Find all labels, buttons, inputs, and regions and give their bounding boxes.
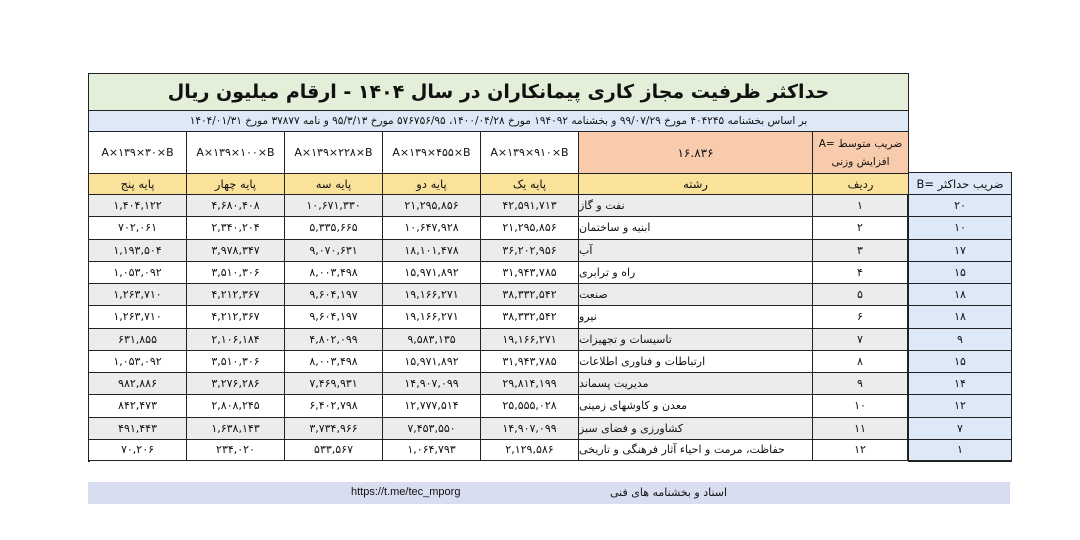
cell-text: ۷۰,۲۰۶ <box>120 443 155 457</box>
cell-text: ۹,۶۰۴,۱۹۷ <box>309 288 358 302</box>
cell-text: ۸,۰۰۳,۴۹۸ <box>309 265 358 279</box>
cell-text: ۹ <box>957 332 963 346</box>
cell-grade-1 <box>481 418 579 440</box>
header-grade-4 <box>187 174 285 195</box>
cell-text: ۱,۴۰۴,۱۲۲ <box>113 199 162 213</box>
cell-grade-1 <box>481 195 579 217</box>
cell-b-coef <box>909 418 1011 440</box>
cell-text: ۸۴۲,۴۷۳ <box>118 399 157 413</box>
cell-text: ۹,۵۸۳,۱۳۵ <box>407 332 456 346</box>
cell-text: ۱۴ <box>954 377 966 391</box>
cell-grade-2 <box>383 418 481 440</box>
header-text: پایه سه <box>315 177 352 191</box>
cell-grade-4 <box>187 240 285 262</box>
cell-grade-1 <box>481 440 579 461</box>
cell-text: ۳,۹۷۸,۳۴۷ <box>211 243 260 257</box>
cell-text: ابنیه و ساختمان <box>579 221 651 235</box>
cell-text: ۱۵,۹۷۱,۸۹۲ <box>404 265 459 279</box>
cell-grade-3 <box>285 395 383 417</box>
footer-caption: اسناد و بخشنامه های فنی <box>610 486 728 499</box>
cell-field <box>579 306 813 328</box>
cell-text: ۲۳۴,۰۲۰ <box>216 443 255 457</box>
cell-grade-2 <box>383 306 481 328</box>
table-title <box>89 74 909 111</box>
cell-field <box>579 195 813 217</box>
cell-text: ۲۱,۲۹۵,۸۵۶ <box>502 221 557 235</box>
cell-grade-5 <box>89 262 187 284</box>
cell-grade-5 <box>89 240 187 262</box>
cell-text: ۲۵,۵۵۵,۰۲۸ <box>502 399 557 413</box>
cell-grade-3 <box>285 329 383 351</box>
cell-text: ۱,۲۶۳,۷۱۰ <box>113 288 162 302</box>
cell-grade-2 <box>383 351 481 373</box>
cell-grade-5 <box>89 440 187 461</box>
cell-text: ۱۵ <box>954 265 966 279</box>
header-text: ضریب حداکثر =B <box>916 176 1004 191</box>
cell-grade-2 <box>383 440 481 461</box>
header-grade-2 <box>383 174 481 195</box>
footer-link[interactable]: https://t.me/tec_mporg <box>351 486 461 498</box>
header-text: پایه یک <box>512 177 547 191</box>
cell-text: ۱۵,۹۷۱,۸۹۲ <box>404 354 459 368</box>
cell-grade-4 <box>187 351 285 373</box>
formula-grade-2 <box>383 132 481 174</box>
table-subtitle <box>89 111 909 132</box>
cell-text: ۳۱,۹۴۳,۷۸۵ <box>502 265 557 279</box>
cell-text: ۶ <box>857 310 863 324</box>
cell-field <box>579 262 813 284</box>
cell-grade-1 <box>481 306 579 328</box>
formula-grade-5 <box>89 132 187 174</box>
formula-text: A×۱۳۹×۲۲۸×B <box>294 146 373 159</box>
cell-text: ۸,۰۰۳,۴۹۸ <box>309 354 358 368</box>
coef-a-label <box>813 132 909 174</box>
cell-grade-2 <box>383 373 481 395</box>
header-grade-1 <box>481 174 579 195</box>
cell-text: ۱۲,۷۷۷,۵۱۴ <box>404 399 459 413</box>
cell-row-index <box>813 240 909 262</box>
cell-grade-2 <box>383 195 481 217</box>
cell-text: ۵,۳۳۵,۶۶۵ <box>309 221 358 235</box>
cell-text: ۴,۶۸۰,۴۰۸ <box>211 199 260 213</box>
cell-text: تاسیسات و تجهیزات <box>579 332 672 346</box>
cell-text: ۱,۰۵۳,۰۹۲ <box>113 354 162 368</box>
cell-text: ۱۸ <box>954 288 966 302</box>
cell-row-index <box>813 440 909 461</box>
cell-text: ۱ <box>957 443 963 457</box>
formula-text: A×۱۳۹×۳۰×B <box>101 146 174 159</box>
cell-text: ۶,۴۰۲,۷۹۸ <box>309 399 358 413</box>
cell-text: ۷,۴۶۹,۹۳۱ <box>309 377 358 391</box>
cell-text: ۷ <box>857 332 863 346</box>
cell-grade-4 <box>187 217 285 239</box>
cell-grade-4 <box>187 440 285 461</box>
cell-field <box>579 373 813 395</box>
cell-text: ۴ <box>857 265 863 279</box>
cell-text: ۹,۰۷۰,۶۳۱ <box>309 243 358 257</box>
cell-b-coef <box>909 440 1011 461</box>
cell-text: ۲ <box>857 221 863 235</box>
cell-text: ۱,۶۳۸,۱۴۳ <box>211 421 260 435</box>
cell-grade-5 <box>89 395 187 417</box>
cell-text: ۱۴,۹۰۷,۰۹۹ <box>404 377 459 391</box>
cell-grade-1 <box>481 240 579 262</box>
cell-grade-3 <box>285 306 383 328</box>
header-text: رشته <box>683 177 708 191</box>
header-text: پایه پنج <box>120 177 155 191</box>
cell-text: ۳۸,۳۳۲,۵۴۲ <box>502 310 557 324</box>
cell-text: ارتباطات و فناوری اطلاعات <box>579 354 706 368</box>
header-b-coef <box>909 173 1011 195</box>
cell-text: ۲۱,۲۹۵,۸۵۶ <box>404 199 459 213</box>
cell-grade-4 <box>187 284 285 306</box>
cell-text: ۱ <box>857 199 863 213</box>
cell-text: راه و ترابری <box>579 265 636 279</box>
cell-grade-4 <box>187 418 285 440</box>
cell-grade-5 <box>89 351 187 373</box>
cell-grade-2 <box>383 217 481 239</box>
cell-grade-3 <box>285 284 383 306</box>
cell-text: معدن و کاوشهای زمینی <box>579 399 688 413</box>
cell-grade-1 <box>481 217 579 239</box>
coef-a-value-text: ۱۶.۸۳۶ <box>677 145 714 160</box>
cell-grade-3 <box>285 440 383 461</box>
cell-text: ۱,۰۶۴,۷۹۳ <box>407 443 456 457</box>
cell-grade-5 <box>89 373 187 395</box>
subtitle-text: بر اساس بخشنامه ۴۰۴۲۴۵ مورخ ۹۹/۰۷/۲۹ و بخشنامه ۱۹۴۰۹۲ مورخ ۱۴۰۰/۰۴/۲۸، ۵۷۶۷۵۶/۹۵ مورخ ۹۵/۳/۱۳ و نامه ۳۷۸۷۷ مورخ ۱۴۰۴/۰۱/۳۱ <box>189 115 808 127</box>
cell-text: ۱۰ <box>954 221 966 235</box>
cell-text: ۵ <box>857 288 863 302</box>
cell-grade-2 <box>383 240 481 262</box>
cell-text: ۳,۵۱۰,۳۰۶ <box>211 265 260 279</box>
cell-text: ۹ <box>857 377 863 391</box>
cell-text: ۱۷ <box>954 243 966 257</box>
cell-text: ۳۶,۲۰۲,۹۵۶ <box>502 243 557 257</box>
cell-text: ۲۹,۸۱۴,۱۹۹ <box>502 377 557 391</box>
cell-grade-1 <box>481 373 579 395</box>
cell-text: ۲,۳۴۰,۲۰۴ <box>211 221 260 235</box>
cell-text: ۱۲ <box>954 399 966 413</box>
cell-grade-4 <box>187 262 285 284</box>
cell-row-index <box>813 351 909 373</box>
cell-field <box>579 351 813 373</box>
cell-row-index <box>813 262 909 284</box>
cell-field <box>579 240 813 262</box>
cell-field <box>579 440 813 461</box>
coef-a-label-line2: افزایش وزنی <box>831 155 890 168</box>
cell-grade-4 <box>187 395 285 417</box>
cell-b-coef <box>909 195 1011 217</box>
cell-grade-3 <box>285 351 383 373</box>
cell-text: ۱۸ <box>954 310 966 324</box>
header-row-index <box>813 174 909 195</box>
cell-field <box>579 217 813 239</box>
coef-a-label-line1: ضریب متوسط =A <box>818 137 903 150</box>
cell-grade-5 <box>89 217 187 239</box>
cell-b-coef <box>909 240 1011 262</box>
cell-b-coef <box>909 395 1011 417</box>
cell-grade-4 <box>187 329 285 351</box>
cell-row-index <box>813 395 909 417</box>
cell-text: آب <box>579 243 593 257</box>
cell-row-index <box>813 195 909 217</box>
cell-text: ۴۹۱,۴۴۳ <box>118 421 157 435</box>
cell-grade-5 <box>89 418 187 440</box>
cell-field <box>579 329 813 351</box>
cell-text: مدیریت پسماند <box>579 377 649 391</box>
cell-text: ۱,۰۵۳,۰۹۲ <box>113 265 162 279</box>
formula-text: A×۱۳۹×۴۵۵×B <box>392 146 471 159</box>
cell-text: کشاورزی و فضای سبز <box>579 421 684 435</box>
cell-row-index <box>813 373 909 395</box>
header-text: پایه چهار <box>214 177 257 191</box>
cell-text: ۲,۱۲۹,۵۸۶ <box>505 443 554 457</box>
cell-b-coef <box>909 262 1011 284</box>
cell-text: ۷,۴۵۳,۵۵۰ <box>407 421 456 435</box>
cell-text: ۹۸۲,۸۸۶ <box>118 377 157 391</box>
cell-text: ۲,۸۰۸,۲۴۵ <box>211 399 260 413</box>
cell-grade-5 <box>89 329 187 351</box>
cell-text: ۱۲ <box>854 443 866 457</box>
cell-text: ۱۱ <box>854 421 866 435</box>
cell-grade-3 <box>285 373 383 395</box>
formula-grade-3 <box>285 132 383 174</box>
cell-grade-1 <box>481 351 579 373</box>
cell-grade-2 <box>383 262 481 284</box>
cell-field <box>579 418 813 440</box>
cell-grade-4 <box>187 373 285 395</box>
cell-text: ۴,۲۱۲,۳۶۷ <box>211 310 260 324</box>
cell-row-index <box>813 329 909 351</box>
cell-grade-3 <box>285 195 383 217</box>
cell-row-index <box>813 418 909 440</box>
cell-b-coef <box>909 373 1011 395</box>
cell-text: ۷۰۲,۰۶۱ <box>118 221 157 235</box>
cell-text: ۷ <box>957 421 963 435</box>
cell-text: ۱۹,۱۶۶,۲۷۱ <box>404 310 459 324</box>
header-field <box>579 174 813 195</box>
cell-row-index <box>813 217 909 239</box>
cell-grade-1 <box>481 395 579 417</box>
cell-text: ۱۵ <box>954 354 966 368</box>
cell-text: صنعت <box>579 288 608 302</box>
cell-grade-2 <box>383 329 481 351</box>
cell-text: ۹,۶۰۴,۱۹۷ <box>309 310 358 324</box>
header-text: ردیف <box>847 177 874 191</box>
coef-a-value <box>579 132 813 174</box>
cell-grade-3 <box>285 418 383 440</box>
cell-b-coef <box>909 217 1011 239</box>
cell-row-index <box>813 284 909 306</box>
cell-text: ۳,۲۷۶,۲۸۶ <box>211 377 260 391</box>
cell-grade-2 <box>383 284 481 306</box>
cell-text: ۲۰ <box>954 199 966 213</box>
cell-text: ۳۸,۳۳۲,۵۴۲ <box>502 288 557 302</box>
cell-b-coef <box>909 284 1011 306</box>
cell-grade-3 <box>285 240 383 262</box>
cell-text: ۱,۱۹۳,۵۰۴ <box>113 243 162 257</box>
cell-text: ۳ <box>857 243 863 257</box>
cell-text: ۱۹,۱۶۶,۲۷۱ <box>502 332 557 346</box>
cell-text: ۱۸,۱۰۱,۴۷۸ <box>404 243 459 257</box>
cell-text: نیرو <box>579 310 597 324</box>
cell-text: ۱۰,۶۷۱,۳۳۰ <box>306 199 361 213</box>
cell-text: ۳,۵۱۰,۳۰۶ <box>211 354 260 368</box>
cell-grade-5 <box>89 284 187 306</box>
cell-text: حفاظت، مرمت و احیاء آثار فرهنگی و تاریخی <box>579 443 785 457</box>
cell-text: ۱۴,۹۰۷,۰۹۹ <box>502 421 557 435</box>
cell-text: ۱۰ <box>854 399 866 413</box>
cell-grade-1 <box>481 262 579 284</box>
cell-grade-1 <box>481 329 579 351</box>
formula-text: A×۱۳۹×۱۰۰×B <box>196 146 275 159</box>
header-text: پایه دو <box>416 177 447 191</box>
cell-text: ۸ <box>857 354 863 368</box>
cell-text: ۱۰,۶۴۷,۹۲۸ <box>404 221 459 235</box>
cell-grade-5 <box>89 195 187 217</box>
cell-text: ۳۱,۹۴۳,۷۸۵ <box>502 354 557 368</box>
cell-text: ۱۹,۱۶۶,۲۷۱ <box>404 288 459 302</box>
cell-grade-4 <box>187 195 285 217</box>
formula-grade-1 <box>481 132 579 174</box>
title-text: حداکثر ظرفیت مجاز کاری پیمانکاران در سال ۱۴۰۴ - ارقام میلیون ریال <box>167 81 830 103</box>
cell-grade-2 <box>383 395 481 417</box>
formula-grade-4 <box>187 132 285 174</box>
cell-grade-1 <box>481 284 579 306</box>
cell-text: ۴,۲۱۲,۳۶۷ <box>211 288 260 302</box>
cell-text: ۳,۷۳۴,۹۶۶ <box>309 421 358 435</box>
cell-text: ۱,۲۶۳,۷۱۰ <box>113 310 162 324</box>
cell-field <box>579 395 813 417</box>
cell-b-coef <box>909 329 1011 351</box>
cell-field <box>579 284 813 306</box>
cell-text: ۵۳۳,۵۶۷ <box>314 443 353 457</box>
cell-text: ۶۳۱,۸۵۵ <box>118 332 157 346</box>
cell-b-coef <box>909 351 1011 373</box>
cell-text: ۴,۸۰۲,۰۹۹ <box>309 332 358 346</box>
header-grade-3 <box>285 174 383 195</box>
formula-text: A×۱۳۹×۹۱۰×B <box>490 146 569 159</box>
cell-text: نفت و گاز <box>579 199 625 213</box>
cell-b-coef <box>909 306 1011 328</box>
cell-row-index <box>813 306 909 328</box>
header-grade-5 <box>89 174 187 195</box>
cell-grade-3 <box>285 217 383 239</box>
cell-grade-5 <box>89 306 187 328</box>
cell-text: ۴۲,۵۹۱,۷۱۳ <box>502 199 557 213</box>
cell-text: ۲,۱۰۶,۱۸۴ <box>211 332 260 346</box>
footer-bar <box>88 482 1010 504</box>
cell-grade-4 <box>187 306 285 328</box>
cell-grade-3 <box>285 262 383 284</box>
